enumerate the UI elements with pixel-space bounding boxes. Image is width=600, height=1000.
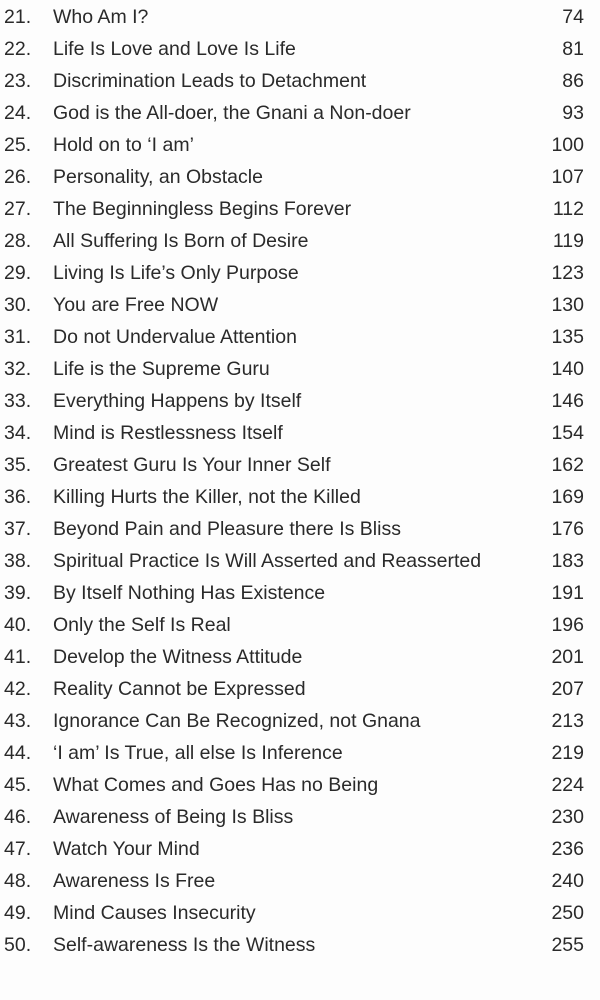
chapter-title: You are Free NOW bbox=[53, 294, 219, 316]
chapter-title: Hold on to ‘I am’ bbox=[53, 134, 194, 156]
chapter-title: Awareness of Being Is Bliss bbox=[53, 806, 294, 828]
chapter-title: Spiritual Practice Is Will Asserted and Reasserted bbox=[53, 550, 482, 572]
page-number: 169 bbox=[551, 486, 584, 508]
toc-entry bbox=[0, 769, 600, 801]
page-number: 81 bbox=[562, 38, 584, 60]
chapter-number: 24. bbox=[4, 102, 32, 124]
toc-entry bbox=[0, 129, 600, 161]
chapter-number: 42. bbox=[4, 678, 32, 700]
chapter-title: Personality, an Obstacle bbox=[53, 166, 263, 188]
chapter-title: Self-awareness Is the Witness bbox=[53, 934, 316, 956]
toc-entry bbox=[0, 929, 600, 961]
page-number: 191 bbox=[551, 582, 584, 604]
chapter-number: 50. bbox=[4, 934, 32, 956]
chapter-number: 26. bbox=[4, 166, 32, 188]
chapter-number: 31. bbox=[4, 326, 32, 348]
page-number: 236 bbox=[551, 838, 584, 860]
chapter-number: 48. bbox=[4, 870, 32, 892]
page-number: 219 bbox=[551, 742, 584, 764]
page-number: 224 bbox=[551, 774, 584, 796]
toc-entry bbox=[0, 321, 600, 353]
chapter-title: Do not Undervalue Attention bbox=[53, 326, 297, 348]
page-number: 213 bbox=[551, 710, 584, 732]
chapter-title: Only the Self Is Real bbox=[53, 614, 231, 636]
chapter-number: 23. bbox=[4, 70, 32, 92]
toc-entry bbox=[0, 545, 600, 577]
chapter-title: Killing Hurts the Killer, not the Killed bbox=[53, 486, 361, 508]
chapter-number: 21. bbox=[4, 6, 32, 28]
chapter-number: 32. bbox=[4, 358, 32, 380]
chapter-title: Living Is Life’s Only Purpose bbox=[53, 262, 299, 284]
chapter-number: 29. bbox=[4, 262, 32, 284]
chapter-title: God is the All-doer, the Gnani a Non-doer bbox=[53, 102, 411, 124]
toc-entry bbox=[0, 609, 600, 641]
toc-entry bbox=[0, 417, 600, 449]
chapter-number: 38. bbox=[4, 550, 32, 572]
page-number: 196 bbox=[551, 614, 584, 636]
toc-entry bbox=[0, 161, 600, 193]
page-number: 255 bbox=[551, 934, 584, 956]
page-number: 86 bbox=[562, 70, 584, 92]
chapter-number: 40. bbox=[4, 614, 32, 636]
chapter-title: Greatest Guru Is Your Inner Self bbox=[53, 454, 331, 476]
toc-entry bbox=[0, 833, 600, 865]
page-number: 123 bbox=[551, 262, 584, 284]
chapter-title: ‘I am’ Is True, all else Is Inference bbox=[53, 742, 343, 764]
toc-entry bbox=[0, 865, 600, 897]
toc-entry bbox=[0, 737, 600, 769]
chapter-title: Life Is Love and Love Is Life bbox=[53, 38, 296, 60]
page-number: 176 bbox=[551, 518, 584, 540]
page-number: 119 bbox=[552, 230, 584, 252]
page-number: 250 bbox=[551, 902, 584, 924]
chapter-number: 34. bbox=[4, 422, 32, 444]
page-number: 183 bbox=[551, 550, 584, 572]
chapter-number: 28. bbox=[4, 230, 32, 252]
chapter-title: Develop the Witness Attitude bbox=[53, 646, 303, 668]
page-number: 154 bbox=[551, 422, 584, 444]
toc-entry bbox=[0, 289, 600, 321]
chapter-number: 25. bbox=[4, 134, 32, 156]
chapter-number: 35. bbox=[4, 454, 32, 476]
toc-entry bbox=[0, 897, 600, 929]
chapter-title: Mind is Restlessness Itself bbox=[53, 422, 283, 444]
chapter-title: Who Am I? bbox=[53, 6, 149, 28]
chapter-number: 36. bbox=[4, 486, 32, 508]
toc-entry bbox=[0, 705, 600, 737]
chapter-title: Reality Cannot be Expressed bbox=[53, 678, 306, 700]
toc-entry bbox=[0, 449, 600, 481]
chapter-number: 45. bbox=[4, 774, 32, 796]
chapter-number: 41. bbox=[4, 646, 32, 668]
chapter-title: Discrimination Leads to Detachment bbox=[53, 70, 367, 92]
toc-entry bbox=[0, 481, 600, 513]
toc-entry bbox=[0, 673, 600, 705]
chapter-title: Life is the Supreme Guru bbox=[53, 358, 270, 380]
chapter-title: Beyond Pain and Pleasure there Is Bliss bbox=[53, 518, 401, 540]
page-number: 130 bbox=[551, 294, 584, 316]
chapter-title: By Itself Nothing Has Existence bbox=[53, 582, 326, 604]
toc-entry bbox=[0, 33, 600, 65]
chapter-title: Mind Causes Insecurity bbox=[53, 902, 256, 924]
chapter-title: Awareness Is Free bbox=[53, 870, 216, 892]
chapter-number: 44. bbox=[4, 742, 32, 764]
chapter-number: 37. bbox=[4, 518, 32, 540]
page-number: 201 bbox=[551, 646, 584, 668]
page-number: 230 bbox=[551, 806, 584, 828]
chapter-title: All Suffering Is Born of Desire bbox=[53, 230, 309, 252]
toc-entry bbox=[0, 193, 600, 225]
page-number: 240 bbox=[551, 870, 584, 892]
chapter-number: 30. bbox=[4, 294, 32, 316]
toc-entry bbox=[0, 257, 600, 289]
toc-entry bbox=[0, 641, 600, 673]
page-number: 74 bbox=[562, 6, 584, 28]
chapter-title: Watch Your Mind bbox=[53, 838, 200, 860]
chapter-number: 47. bbox=[4, 838, 32, 860]
chapter-title: The Beginningless Begins Forever bbox=[53, 198, 352, 220]
page-number: 207 bbox=[551, 678, 584, 700]
chapter-number: 33. bbox=[4, 390, 32, 412]
page-number: 100 bbox=[551, 134, 584, 156]
chapter-number: 39. bbox=[4, 582, 32, 604]
chapter-number: 46. bbox=[4, 806, 32, 828]
page-number: 93 bbox=[562, 102, 584, 124]
chapter-number: 27. bbox=[4, 198, 32, 220]
chapter-number: 22. bbox=[4, 38, 32, 60]
page-number: 107 bbox=[551, 166, 584, 188]
page-number: 135 bbox=[551, 326, 584, 348]
toc-entry bbox=[0, 1, 600, 33]
chapter-title: Ignorance Can Be Recognized, not Gnana bbox=[53, 710, 421, 732]
chapter-number: 43. bbox=[4, 710, 32, 732]
chapter-title: Everything Happens by Itself bbox=[53, 390, 302, 412]
toc-entry bbox=[0, 513, 600, 545]
toc-entry bbox=[0, 97, 600, 129]
toc-entry bbox=[0, 385, 600, 417]
toc-entry bbox=[0, 801, 600, 833]
toc-entry bbox=[0, 353, 600, 385]
chapter-title: What Comes and Goes Has no Being bbox=[53, 774, 379, 796]
page-number: 162 bbox=[551, 454, 584, 476]
chapter-number: 49. bbox=[4, 902, 32, 924]
page-number: 140 bbox=[551, 358, 584, 380]
toc-entry bbox=[0, 225, 600, 257]
page-number: 146 bbox=[551, 390, 584, 412]
page-number: 112 bbox=[552, 198, 584, 220]
toc-entry bbox=[0, 65, 600, 97]
toc-entry bbox=[0, 577, 600, 609]
